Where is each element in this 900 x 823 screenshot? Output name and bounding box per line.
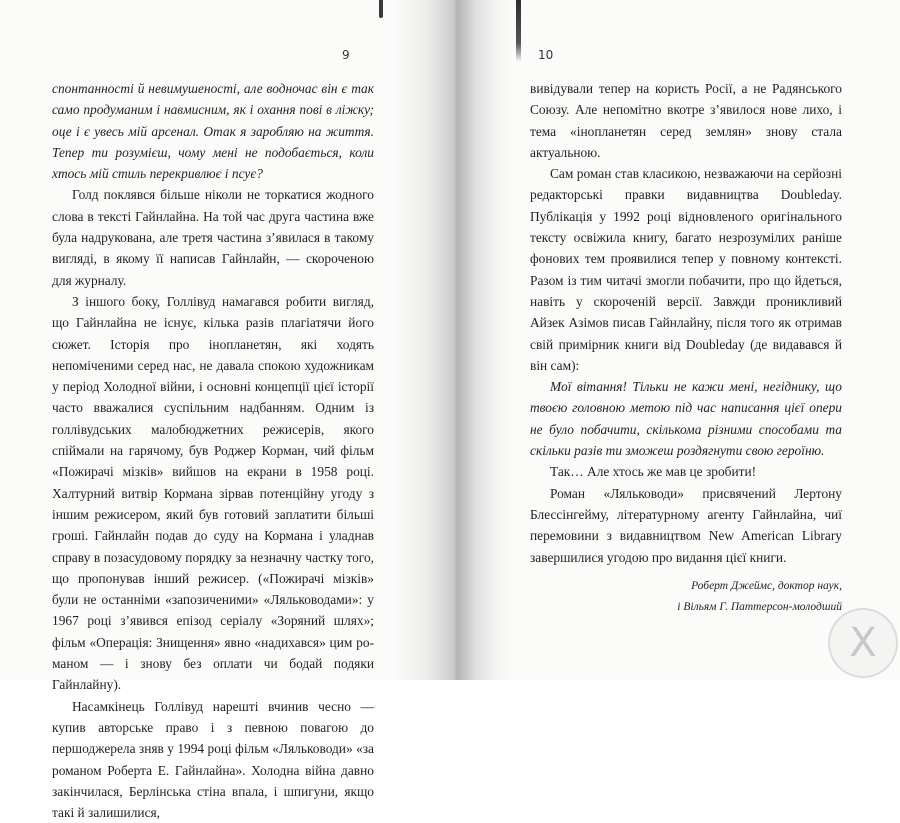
paragraph: спонтанності й невимушеності, але водночас він є так само продуманим і навмисним, як і охання пові в ліжку; оце і є увесь мій арсенал. Отак я заробляю на життя. Тепер ти розумієш, чому мені не подобається, коли хтось мій стиль перекривлює і псує?	[52, 81, 374, 182]
paragraph: Сам роман став класикою, незважаючи на серйозні редакторські правки видавництва Doubleday. Публікація у 1992 році відновленого оригінального тексту освіжила книгу, багато незрозумілих раніше фонових тем проявилися тепер у повному контексті. Разом із тим читачі змогли побачити, про що йдеться, навіть у скороченій версії. Завжди проникливий Айзек Азімов писав Гайнлайну, після того як отримав свій примірник книги від Doubleday (де видавався й він сам):	[530, 166, 842, 373]
seal-letter: Х	[849, 620, 877, 666]
paragraph: З іншого боку, Голлівуд намагався робити вигляд, що Гайнлайна не існує, кілька разів плагіатячи його сюжет. Історія про інопланетян, які ходять непоміченими серед нас, не давала спокою художникам у період Холодної війни, і основні концепції цієї історії часто вважалися суспільним надбанням. Одним із голлівудських малобюджетних режисерів, якого спіймали на гарячому, був Роджер Корман, чий фільм «Пожирачі мізків» вийшов на екрани в 1958 році. Халтурний витвір Кормана зірвав потенційну угоду з іншим режисером, який був готовий заплатити більші гроші. Гайнлайн подав до суду на Кормана і уладнав справу в позасудовому порядку за незначну частку того, що пропонував інший режисер. («Пожирачі мізків» були не останніми «запозиченими» «Ляльководами»: у 1967 році з’явився епізод серіалу «Зоряний шлях»; фільм «Операція: Знищення» явно «надихався» цим романом — і знову без оплати чи бодай подяки Гайнлайну).	[52, 293, 374, 693]
left-page-text	[52, 78, 374, 823]
left-page-number: 9	[342, 48, 350, 62]
paragraph: Насамкінець Голлівуд нарешті вчинив чесно — купив авторське право і з певною повагою до першоджерела зняв у 1994 році фільм «Ляльководи» «за романом Роберта Е. Гайнлайна». Холодна війна давно закінчилася, Берлінська стіна впала, і шпигуни, якщо такі й залишилися,	[52, 698, 374, 821]
right-page-number: 10	[538, 48, 554, 62]
book-seal-icon	[828, 608, 898, 678]
paragraph: вивідували тепер на користь Росії, а не Радянського Союзу. Але непомітно вкотре з’явилося нове лихо, і тема «інопланетян серед землян» знову стала актуальною.	[530, 81, 842, 160]
author-signature	[530, 576, 842, 618]
signature-line: і Вільям Г. Паттерсон-молодший	[677, 600, 842, 613]
bookmark-ribbon-right	[516, 0, 521, 62]
right-page-text	[530, 78, 842, 618]
book-gutter-shadow	[394, 0, 516, 680]
bookmark-ribbon-left	[379, 0, 383, 18]
signature-line: Роберт Джеймс, доктор наук,	[691, 579, 842, 592]
paragraph: Так… Але хтось же мав це зробити!	[550, 464, 757, 480]
paragraph: Роман «Ляльководи» присвячений Лертону Блессінгейму, літературному агенту Гайнлайна, чиї перемовини з видавництвом New American Library завершилися угодою про видання цієї книги.	[530, 485, 842, 565]
quote-paragraph: Мої вітання! Тільки не кажи мені, негіднику, що твоєю головною метою під час написання цієї опери не було побачити, скількома різними способами та скільки разів ти зможеш роздягнути свою героїню.	[530, 379, 842, 459]
paragraph: Голд поклявся більше ніколи не торкатися жодного слова в тексті Гайнлайна. На той час друга частина вже була надрукована, але третя частина з’явилася в такому вигляді, в якому її написав Гайнлайн, — скороченою для журналу.	[52, 187, 374, 288]
